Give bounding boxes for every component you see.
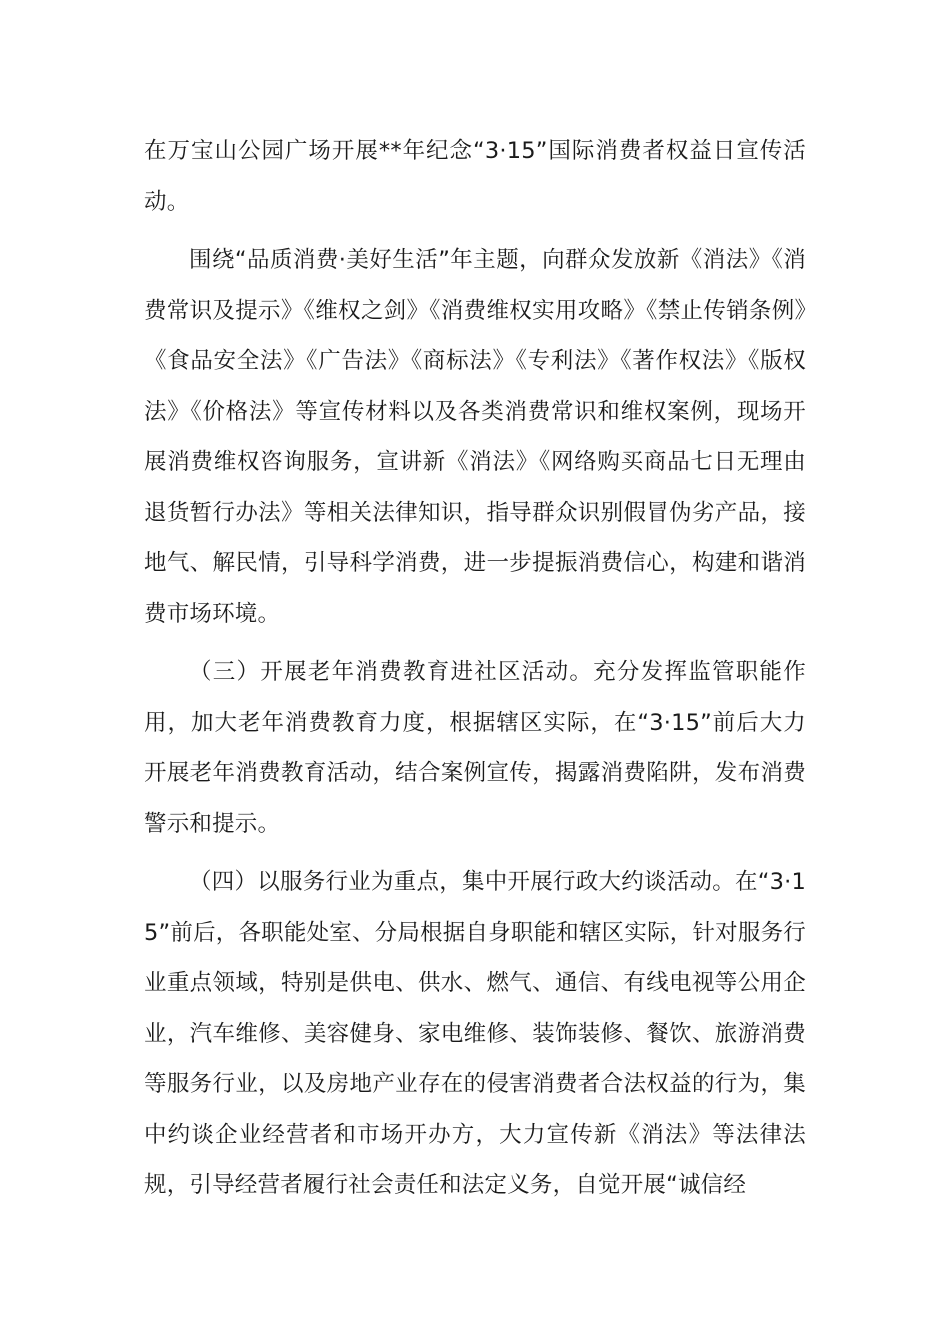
paragraph-4: （四）以服务行业为重点，集中开展行政大约谈活动。在“3·15”前后，各职能处室、分局根据自身职能和辖区实际，针对服务行业重点领域，特别是供电、供水、燃气、通信、有线电视等公用企业，汽车维修、美容健身、家电维修、装饰装修、餐饮、旅游消费等服务行业，以及房地产业存在的侵害消费者合法权益的行为，集中约谈企业经营者和市场开办方，大力宣传新《消法》等法律法规，引导经营者履行社会责任和法定义务，自觉开展“诚信经 (144, 869, 806, 1198)
paragraph-2: 围绕“品质消费·美好生活”年主题，向群众发放新《消法》《消费常识及提示》《维权之剑》《消费维权实用攻略》《禁止传销条例》《食品安全法》《广告法》《商标法》《专利法》《著作权法》《版权法》《价格法》等宣传材料以及各类消费常识和维权案例，现场开展消费维权咨询服务，宣讲新《消法》《网络购买商品七日无理由退货暂行办法》等相关法律知识，指导群众识别假冒伪劣产品，接地气、解民情，引导科学消费，进一步提振消费信心，构建和谐消费市场环境。 (144, 247, 806, 627)
document-body (144, 126, 806, 1219)
paragraph-1: 在万宝山公园广场开展**年纪念“3·15”国际消费者权益日宣传活动。 (144, 138, 806, 215)
paragraph-3: （三）开展老年消费教育进社区活动。充分发挥监管职能作用，加大老年消费教育力度，根据辖区实际，在“3·15”前后大力开展老年消费教育活动，结合案例宣传，揭露消费陷阱，发布消费警示和提示。 (144, 659, 806, 837)
